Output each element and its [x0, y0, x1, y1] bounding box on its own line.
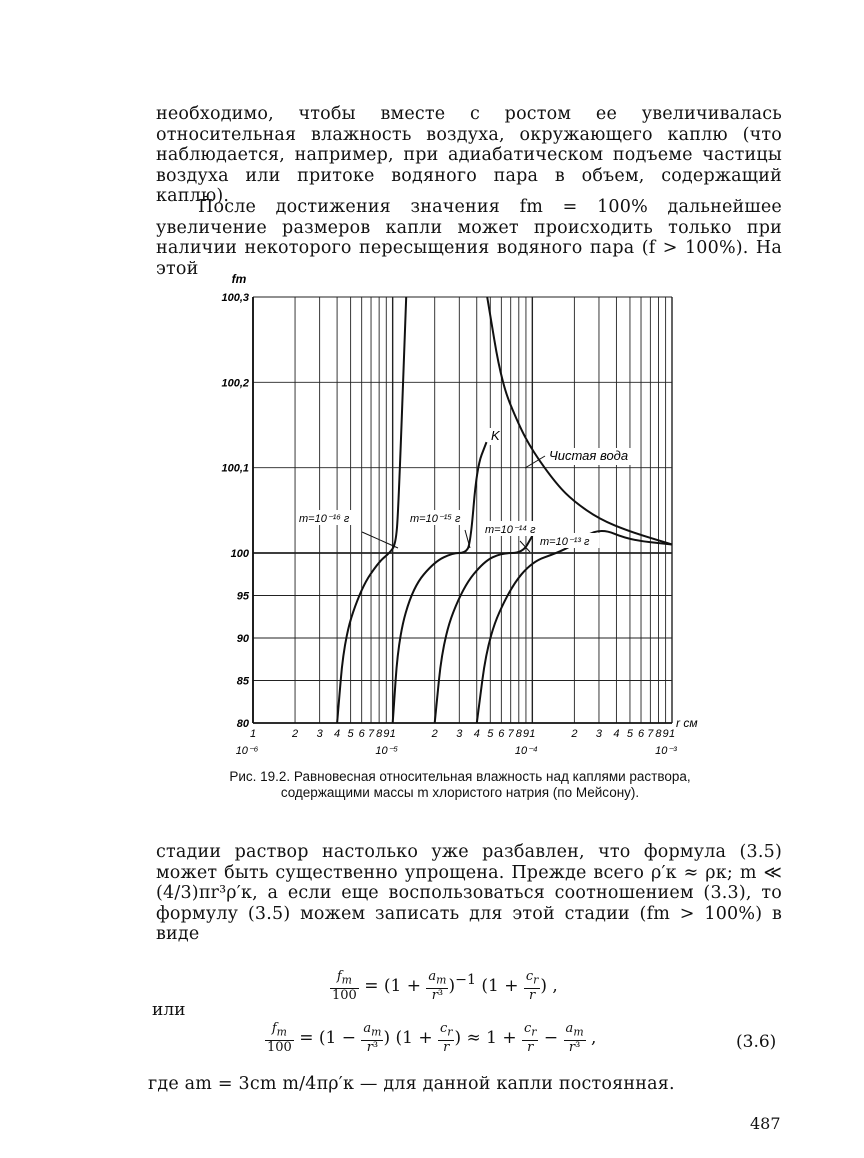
paragraph-1-text: необходимо, чтобы вместе с ростом ее увеличивалась относительная влажность воздуха, окружающего каплю (что наблюдается, например, при адиабатическом подъеме частицы воздуха или притоке водяного пара в объем, содержащий каплю).	[156, 104, 782, 206]
annotation-m16: m=10⁻¹⁶ г	[299, 513, 350, 525]
x-tick-label: 3	[316, 728, 323, 740]
x-tick-label: 6	[358, 728, 365, 740]
y-tick-label: 90	[236, 633, 249, 645]
x-tick-label: 1	[389, 728, 396, 740]
annotation-m15: m=10⁻¹⁵ г	[410, 513, 461, 525]
annotation-m13: m=10⁻¹³ г	[540, 536, 590, 548]
x-tick-label: 9	[662, 728, 669, 740]
x-tick-label: 8	[376, 728, 383, 740]
x-tick-label: 9	[383, 728, 390, 740]
x-tick-label: 7	[647, 728, 654, 740]
where-line	[148, 1074, 774, 1095]
x-tick-label: 4	[334, 728, 341, 740]
formula-1: $\frac{f_m}{100}$ = (1 + $\frac{a_m}{\text{r³}}$ )$^{-1}$ (1 + $\frac{c_r}{r}$ ) ,	[332, 969, 558, 1003]
x-tick-label: 2	[571, 728, 578, 740]
x-decade-label: 10⁻⁶	[235, 745, 259, 757]
x-tick-label: 6	[637, 728, 645, 740]
x-tick-label: 4	[473, 728, 480, 740]
y-tick-label: 100,1	[221, 462, 249, 475]
word-or: или	[152, 1000, 186, 1020]
x-tick-label: 5	[487, 728, 494, 740]
paragraph-3-text: стадии раствор настолько уже разбавлен, что формула (3.5) может быть существенно упрощена. Прежде всего ρ′к ≈ ρк; m ≪ (4/3)πr³ρ′к, а если еще воспользоваться соотношением (3.3), то формулу (3.5) можем записать для этой стадии (fm > 100%) в виде	[156, 842, 782, 944]
where-line-text: где am = 3cm m/4πρ′к — для данной капли постоянная.	[148, 1074, 675, 1094]
x-tick-label: 1	[529, 728, 536, 740]
y-tick-label: 80	[236, 718, 249, 730]
x-tick-label: 8	[515, 728, 522, 740]
y-tick-label: 95	[236, 590, 249, 603]
page-number: 487	[750, 1114, 781, 1133]
figure-caption: Рис. 19.2. Равновесная относительная влажность над каплями раствора, содержащими массы m хлористого натрия (по Мейсону).	[229, 769, 691, 800]
x-axis-label: r см	[676, 716, 698, 730]
equation-number: (3.6)	[736, 1032, 777, 1052]
y-tick-label: 100	[230, 548, 249, 560]
formula-2: $\frac{f_m}{100}$ = (1 − $\frac{a_m}{\text{r³}}$ ) (1 + $\frac{c_r}{r}$ ) ≈ 1 + $\frac{c_r}{r}$ − $\frac{a_m}{\text{r³}}$ ,	[267, 1021, 597, 1055]
x-tick-label: 6	[498, 728, 505, 740]
annotation-k: K	[491, 428, 500, 443]
x-decade-label: 10⁻³	[655, 745, 677, 757]
x-tick-label: 9	[522, 728, 530, 740]
y-tick-label: 85	[236, 675, 249, 688]
x-tick-label: 5	[347, 728, 354, 740]
y-axis-label: fm	[231, 272, 247, 286]
curve-4	[487, 297, 672, 545]
chart-curves	[337, 297, 672, 723]
annotation-pure-water: Чистая вода	[549, 448, 629, 463]
x-tick-label: 7	[367, 728, 375, 740]
x-tick-label: 1	[249, 728, 257, 740]
x-decade-label: 10⁻⁴	[514, 745, 538, 757]
annotation-m14: m=10⁻¹⁴ г	[485, 524, 536, 536]
x-tick-label: 2	[291, 728, 299, 740]
x-tick-label: 8	[655, 728, 662, 740]
x-tick-label: 2	[431, 728, 438, 740]
x-tick-label: 5	[626, 728, 634, 740]
x-tick-label: 3	[595, 728, 603, 740]
leader-water	[525, 456, 545, 468]
curve-2	[435, 536, 533, 723]
x-tick-label: 1	[668, 728, 676, 740]
x-tick-label: 4	[613, 728, 620, 740]
x-tick-label: 7	[507, 728, 514, 740]
paragraph-3	[156, 842, 782, 945]
x-decade-label: 10⁻⁵	[375, 745, 399, 757]
paragraph-2-text: После достижения значения fm = 100% дальнейшее увеличение размеров капли может происходить только при наличии некоторого пересыщения водяного пара (f > 100%). На этой	[156, 197, 782, 279]
x-tick-label: 3	[456, 728, 463, 740]
y-tick-label: 100,2	[221, 377, 249, 390]
y-tick-label: 100,3	[221, 292, 249, 304]
